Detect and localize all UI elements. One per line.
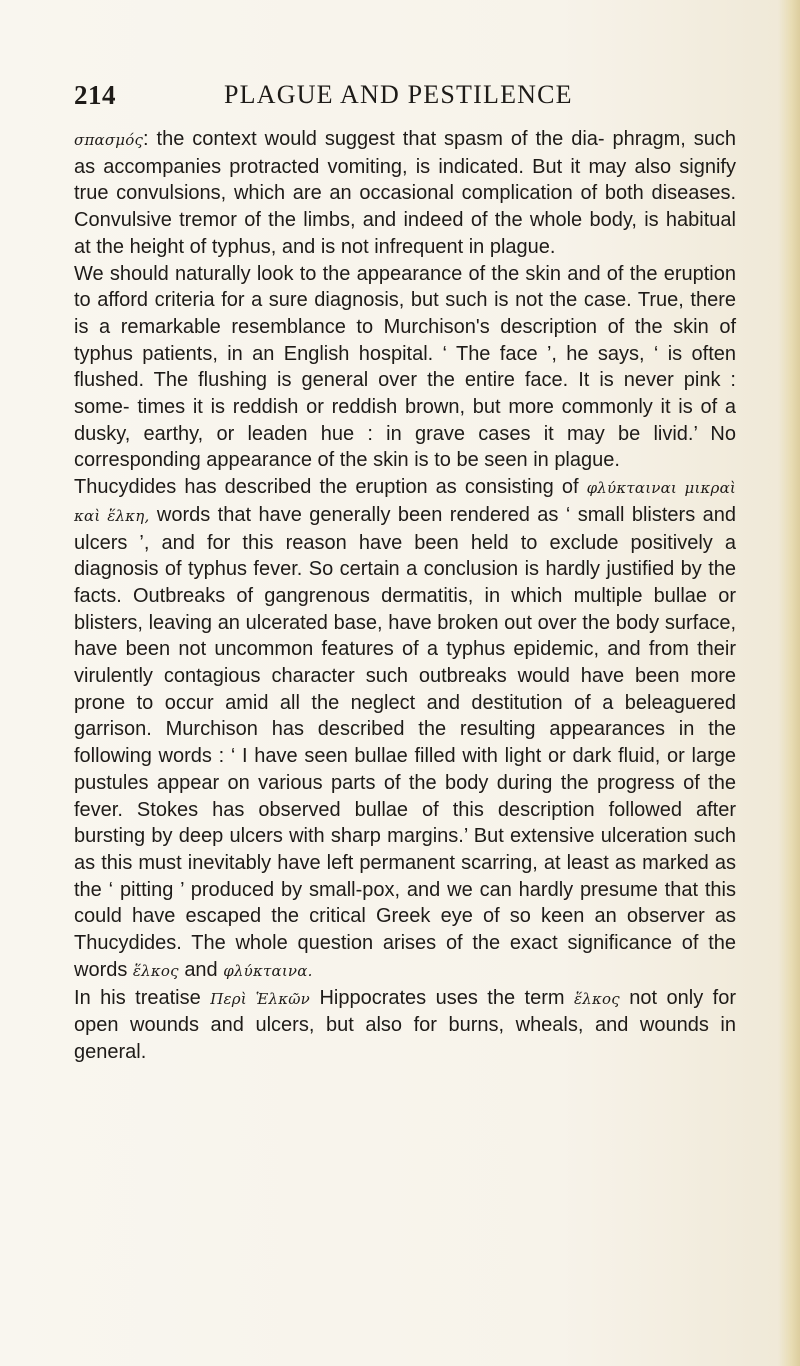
paragraph-4-middle: Hippocrates uses the term [319, 986, 565, 1009]
page-header [74, 80, 734, 114]
paragraph-3-text: words that have generally been rendered as ‘ small blisters and ulcers ’, and for this reason have been held to exclude positively a diagnosis of typhus fever. So certain a conclusion is hardly justified by the facts. Outbreaks of gangrenous dermatitis, in which multiple bullae or blisters, leaving an ulcerated base, have broken out over the body surface, have been not uncommon features of a typhus epidemic, and from their virulently contagious character such outbreaks would have been more prone to occur amid all the neglect and destitution of a beleaguered garrison. Murchison has described the resulting appearances in the following words : ‘ I have seen bullae filled with light or dark fluid, or large pustules appear on various parts of the body during the progress of the fever. Stokes has observed bullae of this description followed after bursting by deep ulcers with sharp margins.’ But extensive ulceration such as this must inevitably have left permanent scarring, at least as marked as the ‘ pitting ’ produced by small-pox, and we can hardly presume that this could have escaped the critical Greek eye of so keen an observer as Thucydides. The whole question arises of the exact significance of the words [74, 503, 736, 981]
paragraph-1 [74, 126, 736, 261]
greek-treatise-title: Περὶ Ἑλκῶν [210, 989, 310, 1008]
greek-term-helkos-2: ἕλκος [574, 989, 620, 1008]
paragraph-3 [74, 474, 736, 984]
body-text [74, 126, 736, 1066]
paragraph-1-text: : the context would suggest that spasm of the dia- phragm, such as accompanies protracted vomiting, is indicated. But it may also signify true convulsions, which are an occasional complication of both diseases. Convulsive tremor of the limbs, and indeed of the whole body, is habitual at the height of typhus, and is not infrequent in plague. [74, 128, 736, 258]
paragraph-3-and: and [184, 958, 218, 981]
greek-phrase: φλύκταιναι μικραὶ καὶ ἕλκη, [74, 479, 736, 525]
greek-term: σπασμός [74, 131, 144, 149]
paragraph-3-lead: Thucydides has described the eruption as consisting of [74, 476, 579, 499]
page-edge [778, 0, 800, 1366]
page-number: 214 [74, 80, 116, 110]
greek-term-phlyktaina: φλύκταινα. [223, 961, 313, 980]
paragraph-2: We should naturally look to the appearance of the skin and of the eruption to afford criteria for a sure diagnosis, but such is not the case. True, there is a remarkable resemblance to Murchison's description of the skin of typhus patients, in an English hospital. ‘ The face ’, he says, ‘ is often flushed. The flushing is general over the entire face. It is never pink : some- times it is reddish or reddish brown, but more commonly it is of a dusky, earthy, or leaden hue : in grave cases it may be livid.’ No corresponding appearance of the skin is to be seen in plague. [74, 262, 736, 472]
running-head: PLAGUE AND PESTILENCE [224, 80, 573, 109]
paragraph-4-lead: In his treatise [74, 986, 201, 1009]
greek-term-helkos: ἕλκος [132, 961, 179, 980]
paragraph-4-text: not only for open wounds and ulcers, but also for burns, wheals, and wounds in general. [74, 986, 737, 1063]
paragraph-4 [74, 985, 736, 1066]
